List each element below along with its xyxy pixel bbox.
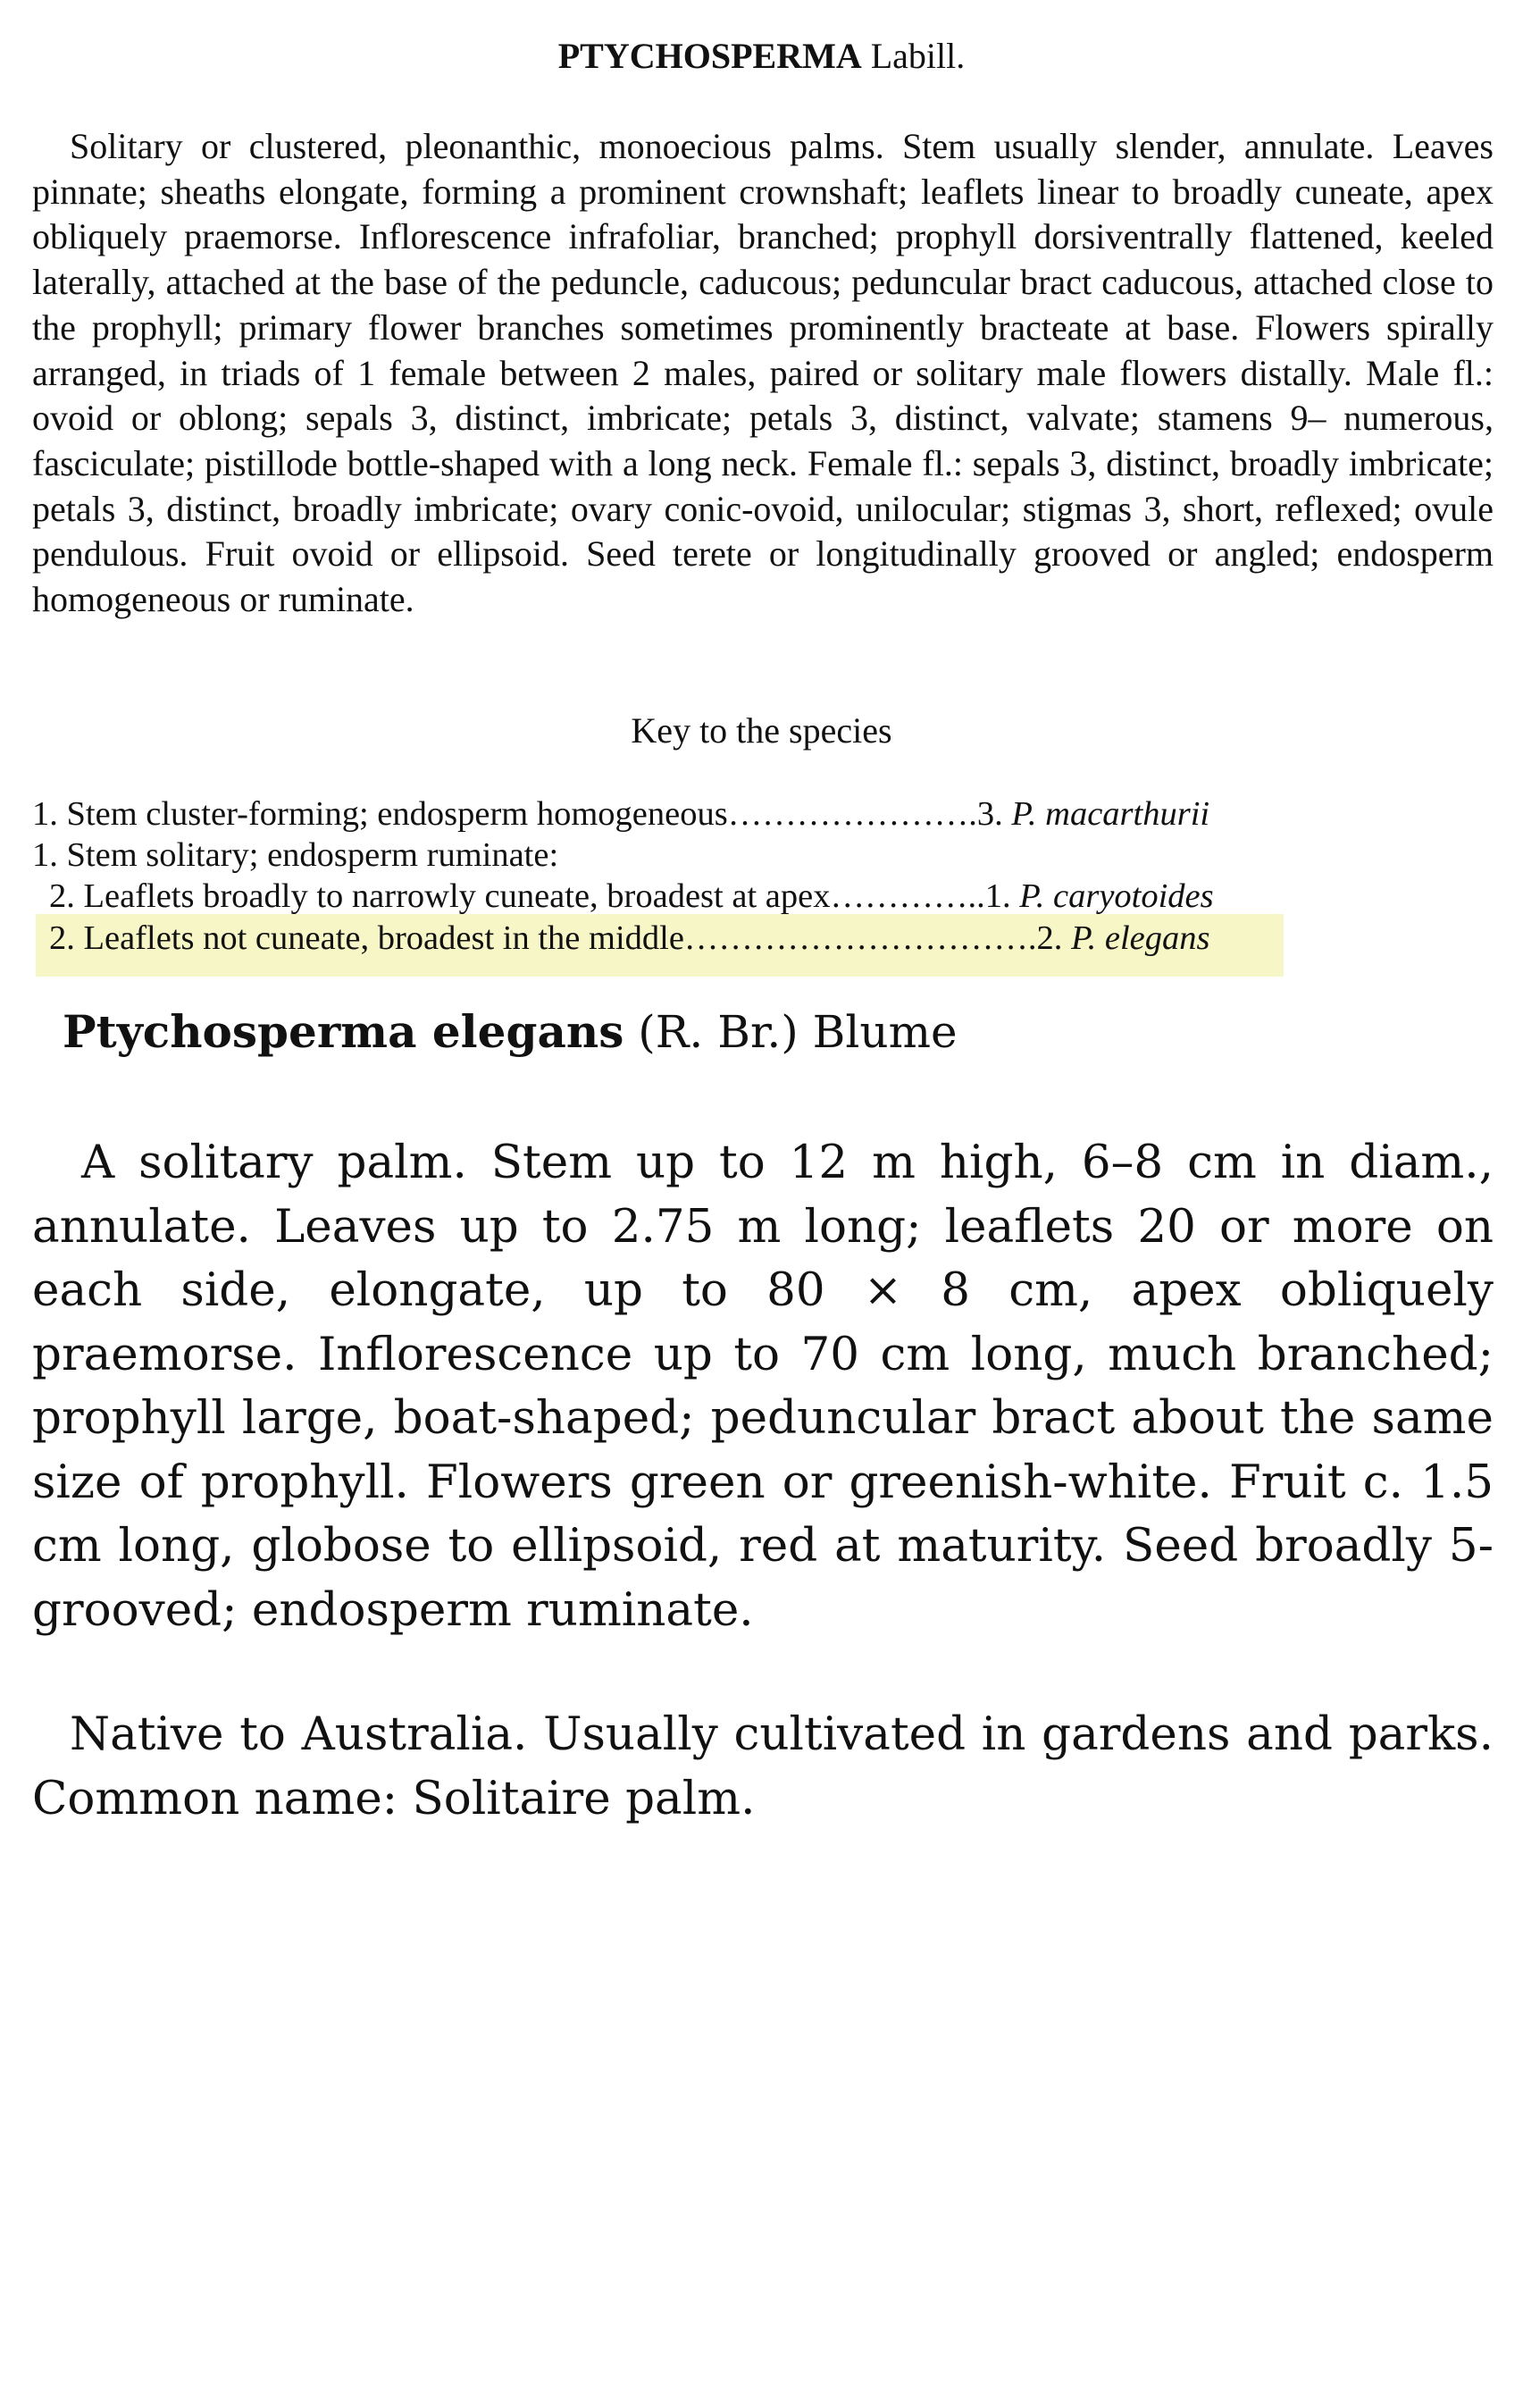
key-line-text: 1. Stem cluster-forming; endosperm homogeneous………………….3.	[32, 795, 1012, 833]
key-line	[32, 835, 558, 875]
genus-heading	[0, 34, 1523, 79]
key-line-text: 2. Leaflets not cuneate, broadest in the middle………………………….2.	[49, 919, 1072, 957]
key-line-species: P. macarthurii	[1011, 795, 1210, 833]
key-line-text: 2. Leaflets broadly to narrowly cuneate, broadest at apex…………..1.	[49, 877, 1020, 915]
species-description: A solitary palm. Stem up to 12 m high, 6–8 cm in diam., annulate. Leaves up to 2.75 m long; leaflets 20 or more on each side, elongate, up to 80 × 8 cm, apex obliquely praemorse. Inflorescence up to 70 cm long, much branched; prophyll large, boat-shaped; peduncular bract about the same size of prophyll. Flowers green or greenish-white. Fruit c. 1.5 cm long, globose to ellipsoid, red at maturity. Seed broadly 5-grooved; endosperm ruminate.	[32, 1136, 1494, 1637]
key-line-species: P. caryotoides	[1019, 877, 1214, 915]
species-authority: (R. Br.) Blume	[638, 1006, 958, 1058]
species-name: Ptychosperma elegans	[63, 1005, 624, 1058]
genus-description: Solitary or clustered, pleonanthic, monoecious palms. Stem usually slender, annulate. Leaves pinnate; sheaths elongate, forming a prominent crownshaft; leaflets linear to broadly cuneate, apex obliquely praemorse. Inflorescence infrafoliar, branched; prophyll dorsiventrally flattened, keeled laterally, attached at the base of the peduncle, caducous; peduncular bract caducous, attached close to the prophyll; primary flower branches sometimes prominently bracteate at base. Flowers spirally arranged, in triads of 1 female between 2 males, paired or solitary male flowers distally. Male fl.: ovoid or oblong; sepals 3, distinct, imbricate; petals 3, distinct, valvate; stamens 9– numerous, fasciculate; pistillode bottle-shaped with a long neck. Female fl.: sepals 3, distinct, broadly imbricate; petals 3, distinct, broadly imbricate; ovary conic-ovoid, unilocular; stigmas 3, short, reflexed; ovule pendulous. Fruit ovoid or ellipsoid. Seed terete or longitudinally grooved or angled; endosperm homogeneous or ruminate.	[32, 126, 1494, 620]
key-title: Key to the species	[631, 710, 892, 751]
species-heading	[63, 1003, 958, 1061]
key-line-text: 1. Stem solitary; endosperm ruminate:	[32, 836, 559, 874]
genus-name: PTYCHOSPERMA	[557, 36, 862, 76]
genus-authority: Labill.	[870, 36, 966, 76]
key-line-species: P. elegans	[1071, 919, 1210, 957]
key-line	[49, 877, 1214, 916]
species-native-note: Native to Australia. Usually cultivated in gardens and parks. Common name: Solitaire palm.	[32, 1707, 1494, 1825]
key-line	[32, 794, 1209, 834]
key-line-highlighted	[49, 919, 1209, 958]
